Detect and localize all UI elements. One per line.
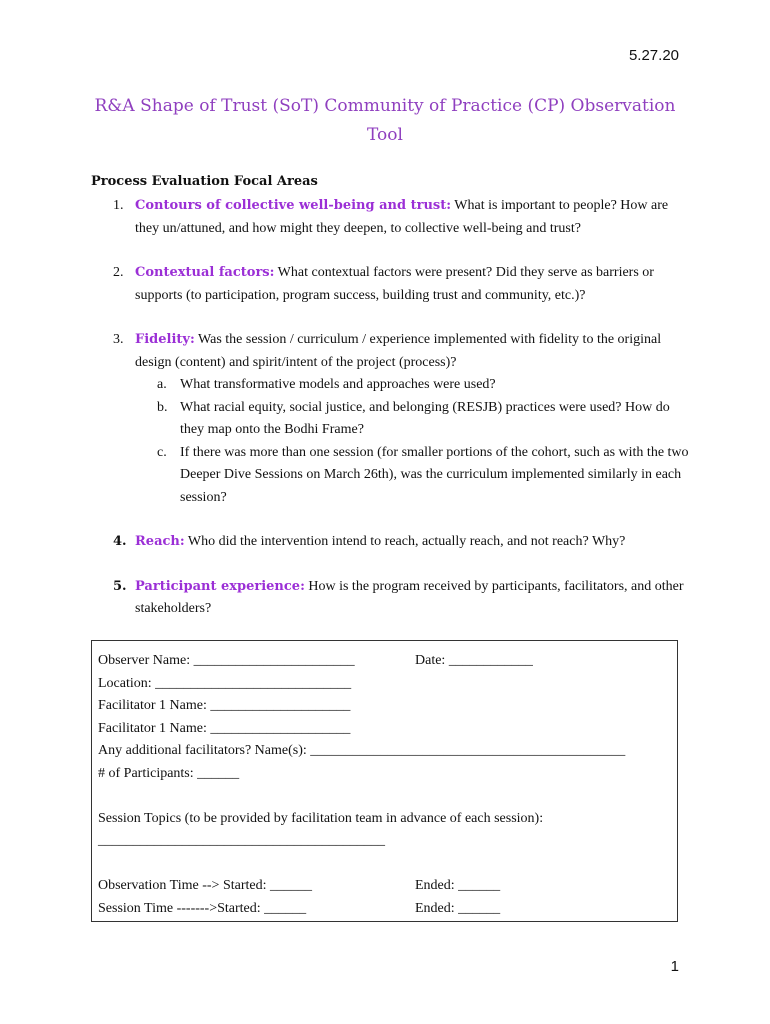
date-field[interactable]: Date: ____________ [415,653,533,668]
participants-count-field[interactable]: # of Participants: ______ [98,765,240,781]
session-topics-field[interactable]: _________________________________________ [98,833,385,848]
item-term: Contours of collective well-being and trust: [135,198,452,213]
item-number: 2. [113,265,124,280]
focal-area-contextual-factors [91,262,691,307]
item-text: How is the program received by participants, facilitators, and other stakeholders? [135,578,684,616]
form-row-facilitator-1 [98,695,671,718]
observation-ended-field[interactable]: Ended: ______ [415,878,501,893]
facilitator-1-name-field[interactable]: Facilitator 1 Name: ____________________ [98,698,351,713]
item-number: 4. [113,534,127,549]
focal-area-contours [91,195,691,240]
form-row-facilitator-1-second [98,718,671,741]
form-spacer [98,785,671,808]
item-text: What contextual factors were present? Did they serve as barriers or supports (to participation, program success, building trust and community, etc.)? [135,265,654,303]
document-date: 5.27.20 [628,47,679,64]
fidelity-subitems [135,374,691,509]
sub-item [135,442,691,510]
session-topics-label: Session Topics (to be provided by facilitation team in advance of each session): [98,810,544,826]
sub-item-letter: c. [157,444,167,460]
item-term: Contextual factors: [135,265,275,280]
focal-area-fidelity [91,329,691,509]
item-text: Who did the intervention intend to reach, actually reach, and not reach? Why? [184,534,626,549]
observer-name-field[interactable]: Observer Name: _______________________ [98,653,355,668]
sub-item-letter: b. [157,399,168,415]
form-row-session-topics [98,808,671,831]
form-spacer [98,853,671,876]
item-term: Reach: [135,534,185,549]
observation-started-field[interactable]: Observation Time --> Started: ______ [98,878,312,893]
focal-areas-list [91,195,691,643]
form-row-location [98,673,671,696]
item-text: Was the session / curriculum / experience implemented with fidelity to the original design (content) and spirit/intent of the project (process)? [135,332,662,370]
focal-area-participant-experience [91,576,691,621]
facilitator-1-name-field[interactable]: Facilitator 1 Name: ____________________ [98,720,351,736]
form-row-additional-facilitators [98,740,671,763]
document-title: R&A Shape of Trust (SoT) Community of Practice (CP) Observation Tool [94,96,676,145]
additional-facilitators-field[interactable]: Any additional facilitators? Name(s): _____________________________________________ [98,743,626,758]
session-ended-field[interactable]: Ended: ______ [415,900,501,916]
session-started-field[interactable]: Session Time ------->Started: ______ [98,900,307,916]
item-number: 5. [113,578,127,594]
form-row-session-time [98,898,671,921]
item-term: Fidelity: [135,332,195,347]
sub-item [135,374,691,397]
page-number: 1 [670,958,679,975]
sub-item-letter: a. [157,377,167,392]
focal-area-reach [91,531,691,554]
item-number: 3. [113,332,124,347]
sub-item-text: If there was more than one session (for smaller portions of the cohort, such as with the two Deeper Dive Sessions on March 26th), was the curriculum implemented similarly in each session? [180,444,689,505]
item-term: Participant experience: [135,578,305,594]
sub-item-text: What transformative models and approaches were used? [180,377,496,392]
location-field[interactable]: Location: ____________________________ [98,675,352,691]
form-row-participants [98,763,671,786]
form-row-session-topics-line [98,830,671,853]
form-row-observer [98,650,671,673]
observation-form [91,640,678,922]
sub-item-text: What racial equity, social justice, and belonging (RESJB) practices were used? How do they map onto the Bodhi Frame? [180,399,670,437]
item-number: 1. [113,198,124,213]
item-text: What is important to people? How are they un/attuned, and how might they deepen, to collective well-being and trust? [135,198,669,236]
sub-item [135,397,691,442]
section-heading: Process Evaluation Focal Areas [91,174,318,189]
form-row-observation-time [98,875,671,898]
